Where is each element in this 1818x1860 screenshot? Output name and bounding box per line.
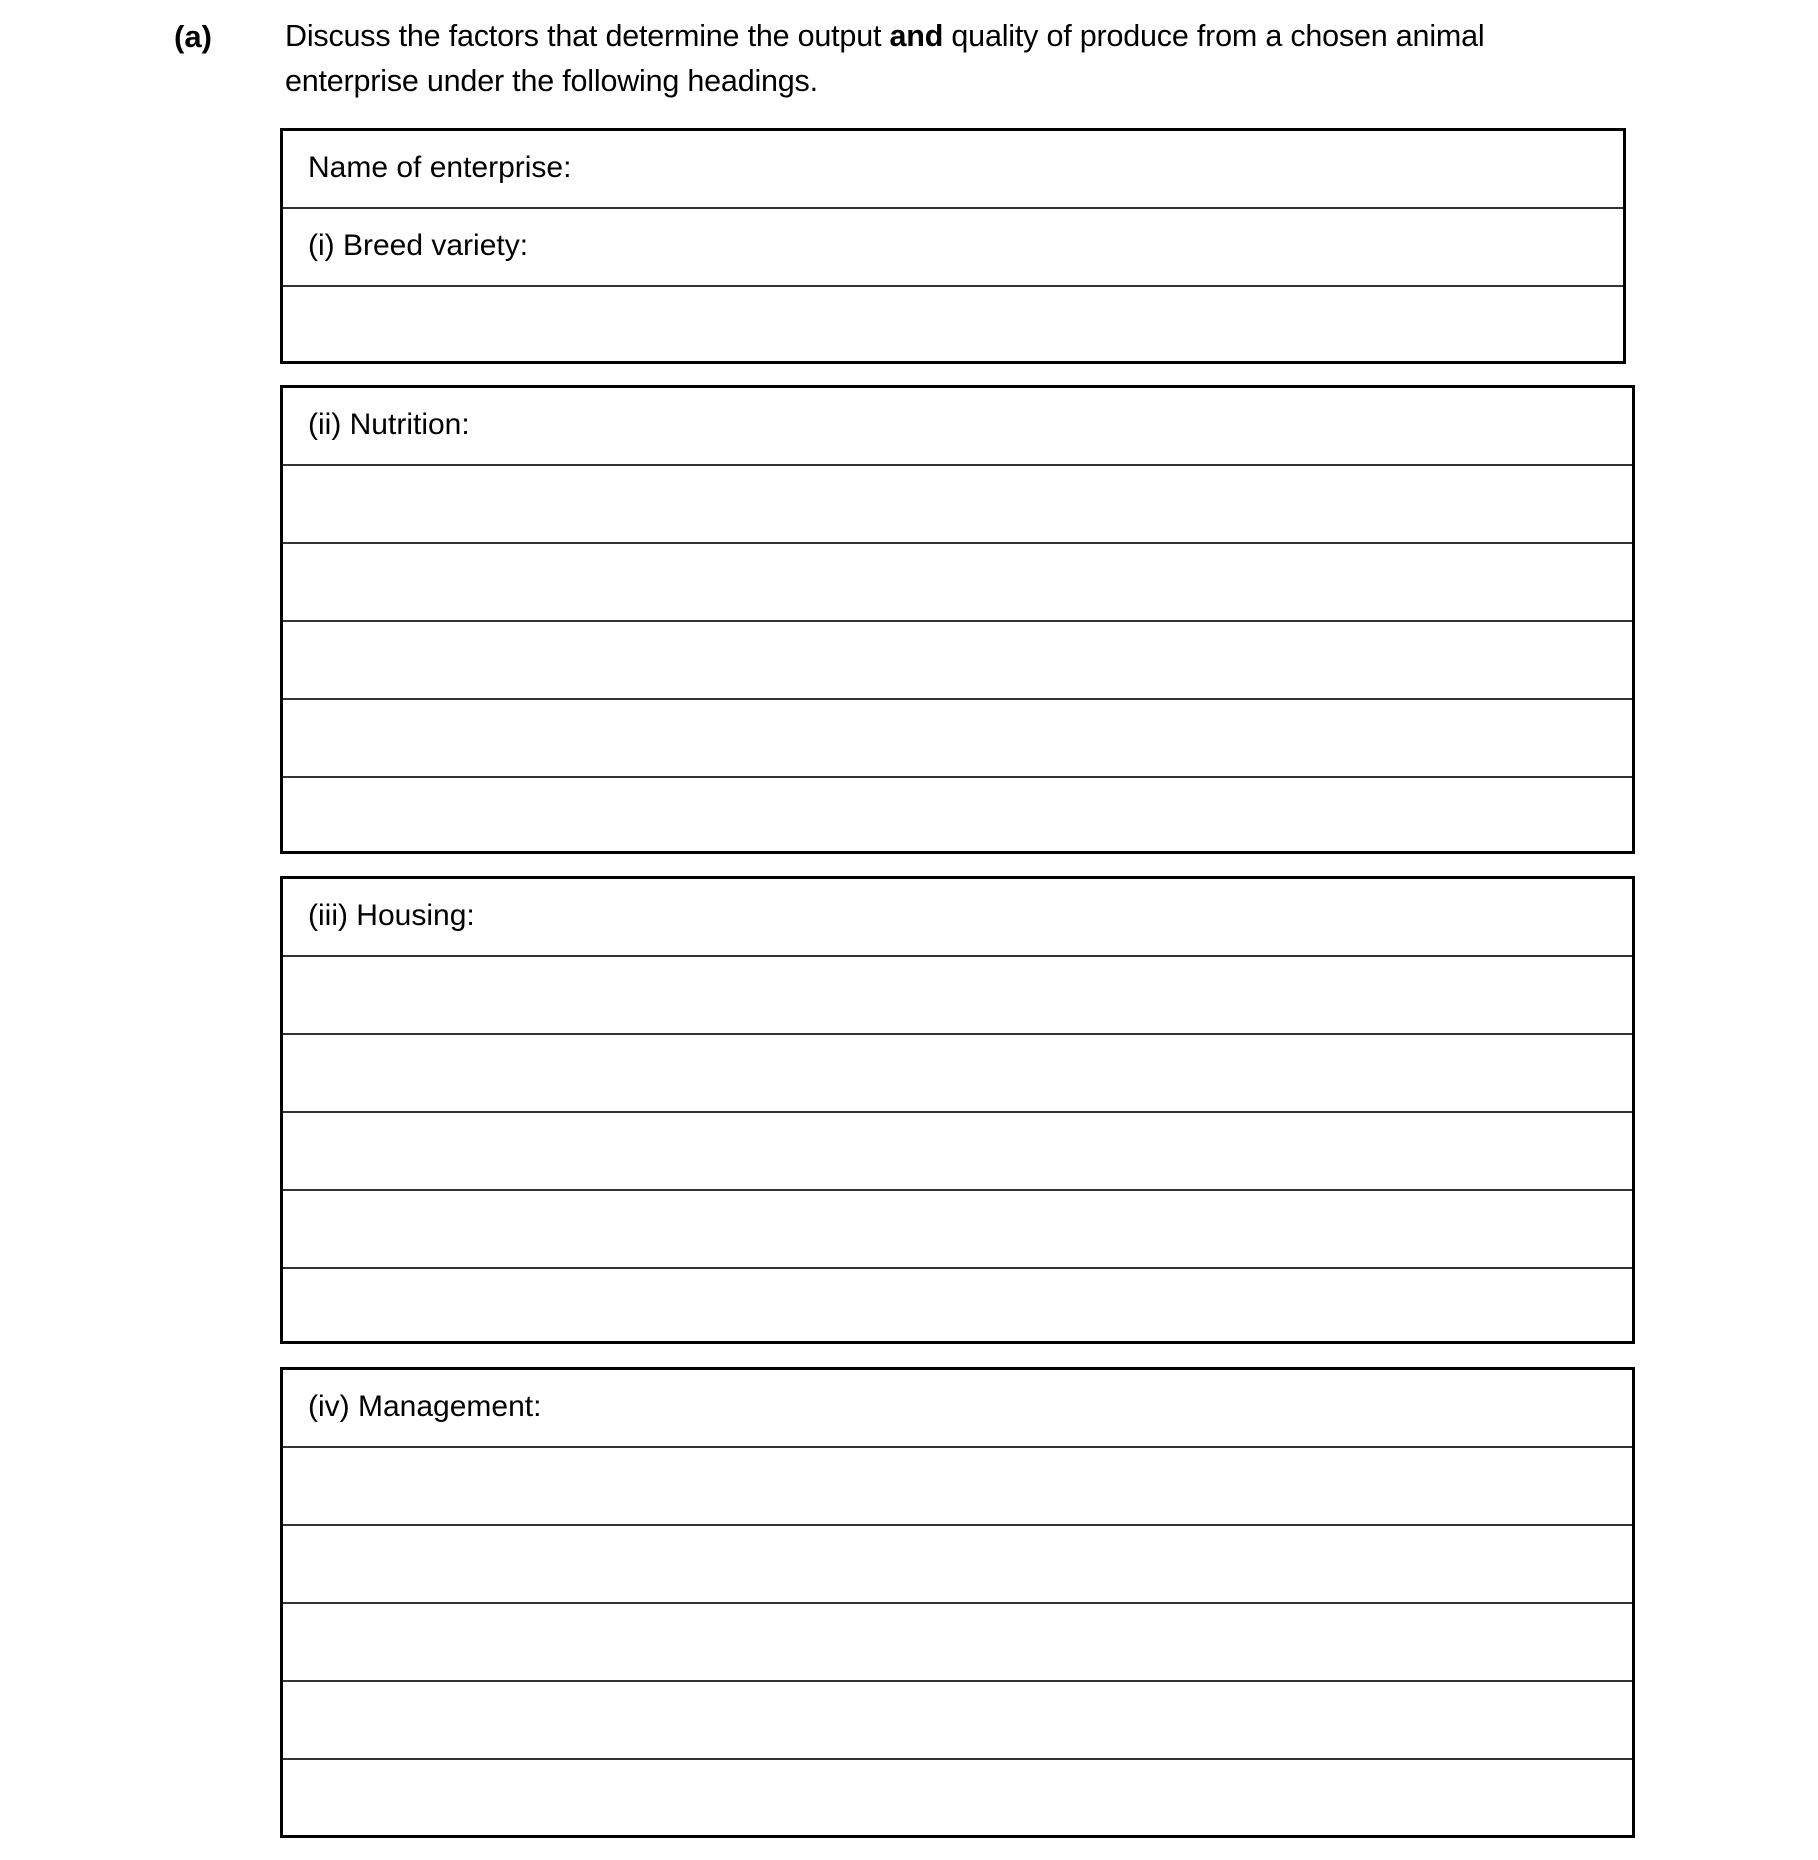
answer-space[interactable] xyxy=(283,778,1632,856)
answer-space[interactable] xyxy=(283,1113,1632,1189)
nutrition-box xyxy=(280,385,1635,854)
housing-answer-line[interactable] xyxy=(283,957,1632,1035)
enterprise-breed-box xyxy=(280,128,1626,364)
answer-space[interactable] xyxy=(283,622,1632,698)
nutrition-label: (ii) Nutrition: xyxy=(308,408,470,441)
answer-space[interactable] xyxy=(283,1448,1632,1524)
answer-space[interactable] xyxy=(283,1269,1632,1347)
housing-heading-row[interactable] xyxy=(283,879,1632,957)
enterprise-name-label: Name of enterprise: xyxy=(308,151,572,184)
prompt-text-start: Discuss the factors that determine the output xyxy=(285,19,890,53)
question-number: (a) xyxy=(174,19,212,54)
management-answer-line[interactable] xyxy=(283,1760,1632,1838)
answer-space[interactable] xyxy=(283,466,1632,542)
answer-space[interactable] xyxy=(283,1035,1632,1111)
answer-space[interactable] xyxy=(283,1604,1632,1680)
question-prompt xyxy=(285,14,1484,104)
answer-space[interactable] xyxy=(283,957,1632,1033)
answer-space[interactable] xyxy=(283,1682,1632,1758)
management-answer-line[interactable] xyxy=(283,1682,1632,1760)
question-prompt-line-1 xyxy=(285,14,1484,59)
answer-space[interactable] xyxy=(283,287,1623,365)
nutrition-answer-line[interactable] xyxy=(283,544,1632,622)
management-answer-line[interactable] xyxy=(283,1526,1632,1604)
enterprise-name-row[interactable] xyxy=(283,131,1623,209)
nutrition-heading-row[interactable] xyxy=(283,388,1632,466)
management-answer-line[interactable] xyxy=(283,1448,1632,1526)
prompt-text-end: quality of produce from a chosen animal xyxy=(943,19,1485,53)
management-heading-row[interactable] xyxy=(283,1370,1632,1448)
nutrition-answer-line[interactable] xyxy=(283,622,1632,700)
question-prompt-line-2: enterprise under the following headings. xyxy=(285,64,818,98)
nutrition-answer-line[interactable] xyxy=(283,778,1632,856)
answer-space[interactable] xyxy=(283,1526,1632,1602)
housing-answer-line[interactable] xyxy=(283,1191,1632,1269)
housing-box xyxy=(280,876,1635,1344)
housing-answer-line[interactable] xyxy=(283,1035,1632,1113)
breed-variety-row[interactable] xyxy=(283,209,1623,287)
answer-space[interactable] xyxy=(283,544,1632,620)
nutrition-answer-line[interactable] xyxy=(283,466,1632,544)
housing-answer-line[interactable] xyxy=(283,1269,1632,1347)
breed-variety-label: (i) Breed variety: xyxy=(308,229,529,262)
answer-space[interactable] xyxy=(283,700,1632,776)
answer-space[interactable] xyxy=(283,1191,1632,1267)
answer-space[interactable] xyxy=(283,1760,1632,1838)
nutrition-answer-line[interactable] xyxy=(283,700,1632,778)
management-box xyxy=(280,1367,1635,1838)
housing-label: (iii) Housing: xyxy=(308,899,475,932)
prompt-bold-and: and xyxy=(889,19,944,53)
housing-answer-line[interactable] xyxy=(283,1113,1632,1191)
breed-variety-answer-line[interactable] xyxy=(283,287,1623,365)
management-label: (iv) Management: xyxy=(308,1390,542,1423)
management-answer-line[interactable] xyxy=(283,1604,1632,1682)
